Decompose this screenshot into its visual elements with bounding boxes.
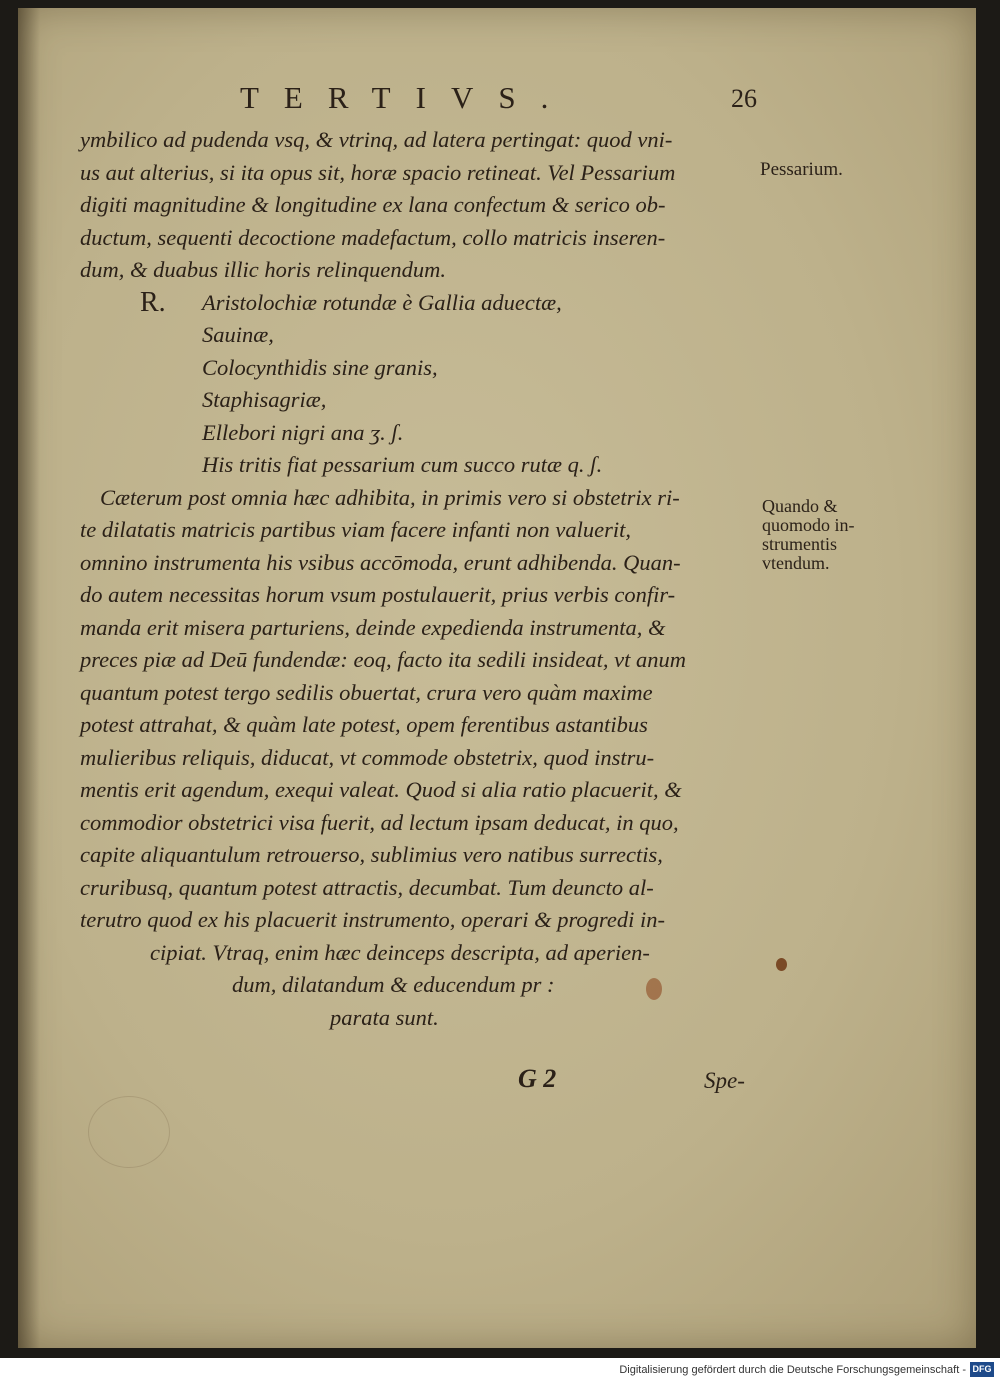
book-page: [18, 8, 976, 1348]
recipe-line: Staphisagriæ,: [202, 387, 327, 412]
text-line: commodior obstetrici visa fuerit, ad lectum ipsam deducat, in quo,: [80, 809, 679, 835]
text-line: omnino instrumenta his vsibus accōmoda, erunt adhibenda. Quan-: [80, 549, 681, 575]
text-line: quantum potest tergo sedilis obuertat, crura vero quàm maxime: [80, 679, 653, 705]
recipe-line: Aristolochiæ rotundæ è Gallia aduectæ,: [202, 289, 562, 315]
recipe-line: His tritis fiat pessarium cum succo rutæ q. ʃ.: [202, 452, 603, 477]
margin-note-line: quomodo in-: [762, 515, 855, 535]
ink-stain: [646, 978, 662, 1000]
text-line: do autem necessitas horum vsum postulauerit, prius verbis confir-: [80, 582, 676, 607]
catchword: Spe-: [704, 1068, 745, 1093]
text-line: dum, & duabus illic horis relinquendum.: [80, 257, 447, 282]
text-line: dum, dilatandum & educendum pr :: [232, 972, 555, 997]
signature-mark: G 2: [518, 1064, 557, 1093]
margin-note-pessarium: Pessarium.: [760, 159, 843, 180]
text-line: parata sunt.: [330, 1004, 439, 1030]
margin-note-line: strumentis: [762, 534, 837, 554]
recipe-line: Ellebori nigri ana ʒ. ʃ.: [202, 419, 404, 445]
footer-bar: [0, 1358, 1000, 1383]
recipe-line: Sauinæ,: [202, 322, 274, 347]
text-line: te dilatatis matricis partibus viam facere infanti non valuerit,: [80, 517, 631, 542]
margin-note-quando: [762, 497, 855, 573]
recipe-line: Colocynthidis sine granis,: [202, 354, 438, 380]
footer-credit: Digitalisierung gefördert durch die Deutsche Forschungsgemeinschaft -: [619, 1364, 966, 1376]
dfg-logo-icon: DFG: [970, 1362, 994, 1377]
paper-watermark: [88, 1096, 170, 1168]
text-line: preces piæ ad Deū fundendæ: eoq, facto ita sedili insideat, vt anum: [80, 647, 686, 672]
text-line: ymbilico ad pudenda vsq, & vtrinq, ad latera pertingat: quod vni-: [80, 127, 673, 152]
text-line: capite aliquantulum retrouerso, sublimius vero natibus surrectis,: [80, 842, 663, 867]
text-line: cipiat. Vtraq, enim hæc deinceps descripta, ad aperien-: [150, 939, 650, 965]
text-line: ductum, sequenti decoctione madefactum, collo matricis inseren-: [80, 224, 666, 250]
spine-shadow: [18, 8, 40, 1348]
text-line: us aut alterius, si ita opus sit, horæ spacio retineat. Vel Pessarium: [80, 159, 676, 185]
text-line: potest attrahat, & quàm late potest, opem ferentibus astantibus: [80, 712, 648, 737]
margin-note-line: Quando &: [762, 496, 838, 516]
recipe-symbol: R.: [140, 286, 166, 318]
text-line: mentis erit agendum, exequi valeat. Quod si alia ratio placuerit, &: [80, 777, 682, 802]
text-line: manda erit misera parturiens, deinde expedienda instrumenta, &: [80, 614, 666, 640]
recipe-block: [80, 287, 780, 482]
text-line: cruribusq, quantum potest attractis, decumbat. Tum deuncto al-: [80, 874, 654, 900]
page-number: 26: [731, 84, 757, 113]
ink-stain: [776, 958, 787, 971]
text-line: Cæterum post omnia hæc adhibita, in primis vero si obstetrix ri-: [100, 484, 680, 510]
main-text-block: [80, 124, 780, 1034]
running-head: TERTIVS.: [240, 80, 574, 115]
margin-note-line: vtendum.: [762, 553, 830, 573]
text-line: terutro quod ex his placuerit instrumento, operari & progredi in-: [80, 907, 665, 932]
text-line: digiti magnitudine & longitudine ex lana confectum & serico ob-: [80, 192, 666, 217]
text-line: mulieribus reliquis, diducat, vt commode obstetrix, quod instru-: [80, 744, 655, 770]
